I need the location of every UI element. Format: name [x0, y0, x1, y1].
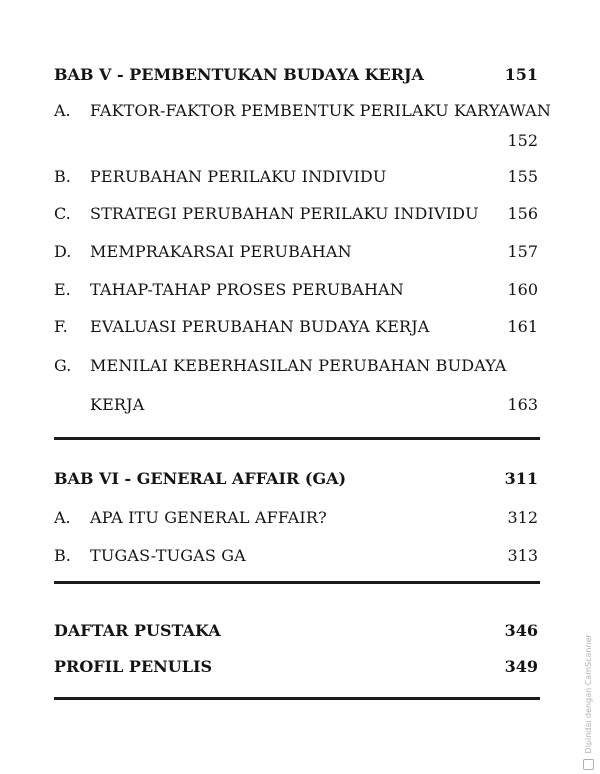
toc-entry-f [0, 314, 600, 340]
page-number: 349 [504, 657, 538, 676]
entry-letter: E. [54, 280, 71, 299]
toc-chapter-5 [0, 62, 600, 88]
chapter-title: BAB VI - GENERAL AFFAIR (GA) [54, 469, 347, 488]
entry-letter: A. [54, 101, 71, 120]
toc-chapter-6 [0, 466, 600, 492]
page-number: 151 [504, 65, 538, 84]
toc-entry-a [0, 98, 600, 124]
entry-letter: A. [54, 508, 71, 527]
entry-letter: F. [54, 317, 68, 336]
page-number: 157 [507, 242, 538, 261]
toc-entry-6b [0, 543, 600, 569]
toc-entry-e [0, 277, 600, 303]
entry-letter: B. [54, 167, 71, 186]
scanner-watermark-text: Dipindai dengan CamScanner [584, 634, 593, 754]
toc-entry-d [0, 239, 600, 265]
page-number: 311 [504, 469, 538, 488]
entry-title: PERUBAHAN PERILAKU INDIVIDU [90, 167, 387, 186]
entry-title: MENILAI KEBERHASILAN PERUBAHAN BUDAYA [90, 356, 507, 375]
page-number: 152 [507, 131, 538, 150]
page-number: 160 [507, 280, 538, 299]
toc-entry-g-continuation [0, 392, 600, 418]
entry-letter: C. [54, 204, 71, 223]
toc-entry-g [0, 353, 600, 379]
scanner-watermark [580, 620, 598, 770]
entry-title: TUGAS-TUGAS GA [90, 546, 246, 565]
entry-title: APA ITU GENERAL AFFAIR? [90, 508, 327, 527]
camscanner-logo-icon [584, 759, 595, 770]
toc-entry-c [0, 201, 600, 227]
entry-title: STRATEGI PERUBAHAN PERILAKU INDIVIDU [90, 204, 479, 223]
entry-letter: B. [54, 546, 71, 565]
toc-profil-penulis [0, 654, 600, 680]
page-number: 156 [507, 204, 538, 223]
entry-letter: G. [54, 356, 72, 375]
toc-daftar-pustaka [0, 618, 600, 644]
chapter-title: BAB V - PEMBENTUKAN BUDAYA KERJA [54, 65, 424, 84]
section-divider [54, 697, 540, 700]
toc-entry-a-page-line [0, 128, 600, 154]
page-number: 161 [507, 317, 538, 336]
page-number: 312 [507, 508, 538, 527]
entry-title: PROFIL PENULIS [54, 657, 213, 676]
page-number: 163 [507, 395, 538, 414]
entry-letter: D. [54, 242, 72, 261]
entry-title: TAHAP-TAHAP PROSES PERUBAHAN [90, 280, 404, 299]
entry-title: EVALUASI PERUBAHAN BUDAYA KERJA [90, 317, 430, 336]
entry-title-continuation: KERJA [90, 395, 145, 414]
page-number: 346 [504, 621, 538, 640]
section-divider [54, 581, 540, 584]
page-number: 313 [507, 546, 538, 565]
entry-title: DAFTAR PUSTAKA [54, 621, 221, 640]
toc-entry-b [0, 164, 600, 190]
entry-title: FAKTOR-FAKTOR PEMBENTUK PERILAKU KARYAWAN [90, 101, 552, 120]
toc-entry-6a [0, 505, 600, 531]
section-divider [54, 437, 540, 440]
page-number: 155 [507, 167, 538, 186]
entry-title: MEMPRAKARSAI PERUBAHAN [90, 242, 352, 261]
